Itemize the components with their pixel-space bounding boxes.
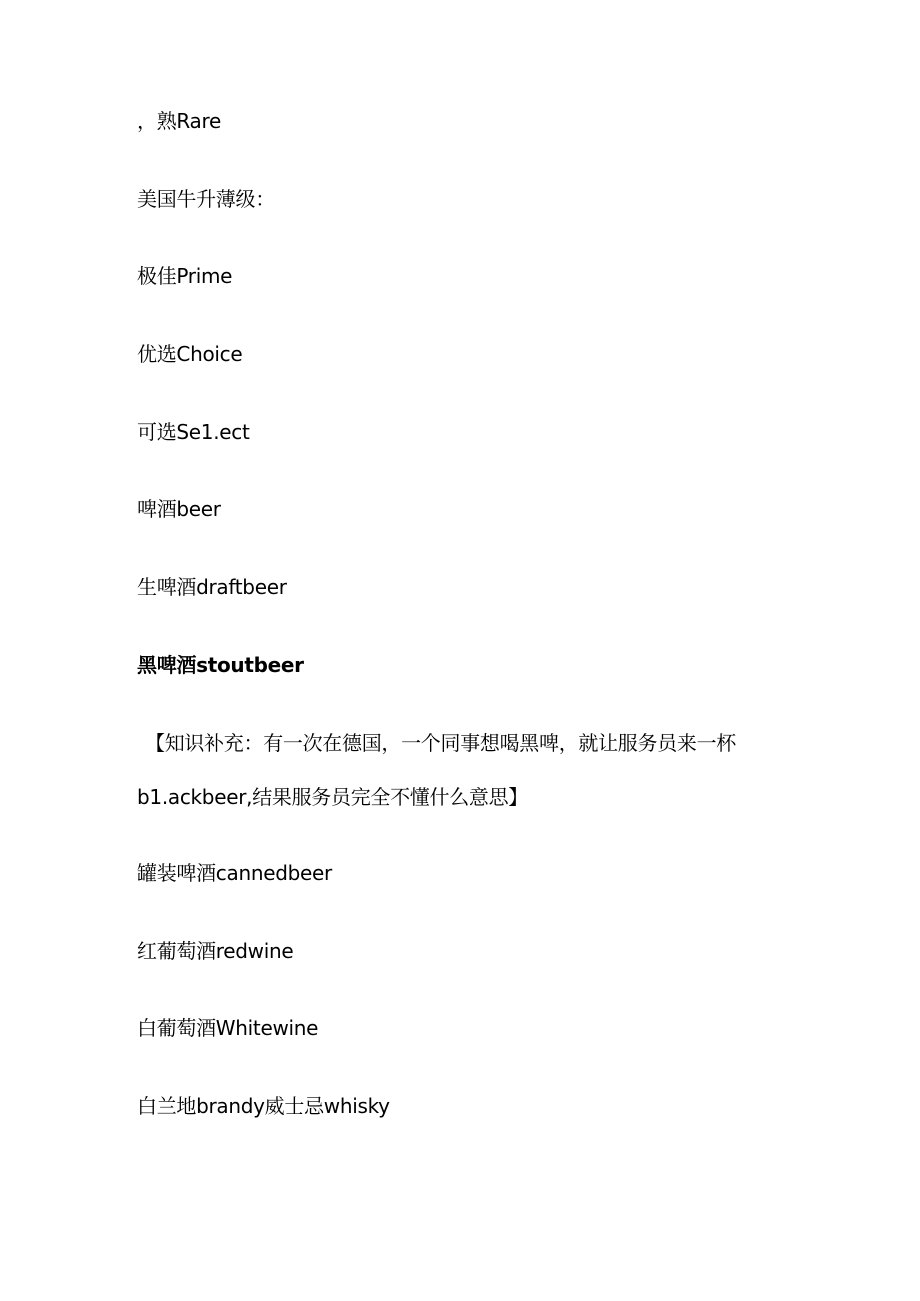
text-line-canned-beer: 罐装啤酒cannedbeer xyxy=(137,861,332,885)
text-line-choice: 优选Choice xyxy=(137,342,243,366)
text-line-select: 可选Se1.ect xyxy=(137,420,250,444)
text-line-red-wine: 红葡萄酒redwine xyxy=(137,939,294,963)
text-line-knowledge-note-1: 【知识补充：有一次在德国，一个同事想喝黑啤，就让服务员来一杯 xyxy=(145,731,736,755)
text-line-us-beef-grades: 美国牛升薄级： xyxy=(137,187,275,211)
text-line-rare: ，熟Rare xyxy=(137,109,222,133)
text-line-knowledge-note-2: b1.ackbeer,结果服务员完全不懂什么意思】 xyxy=(137,785,528,809)
text-line-draft-beer: 生啤酒draftbeer xyxy=(137,575,287,599)
text-line-stout-beer: 黑啤酒stoutbeer xyxy=(137,653,304,677)
text-line-brandy-whisky: 白兰地brandy威士忌whisky xyxy=(137,1094,390,1118)
text-line-beer: 啤酒beer xyxy=(137,497,221,521)
text-line-white-wine: 白葡萄酒Whitewine xyxy=(137,1016,319,1040)
text-line-prime: 极佳Prime xyxy=(137,264,233,288)
